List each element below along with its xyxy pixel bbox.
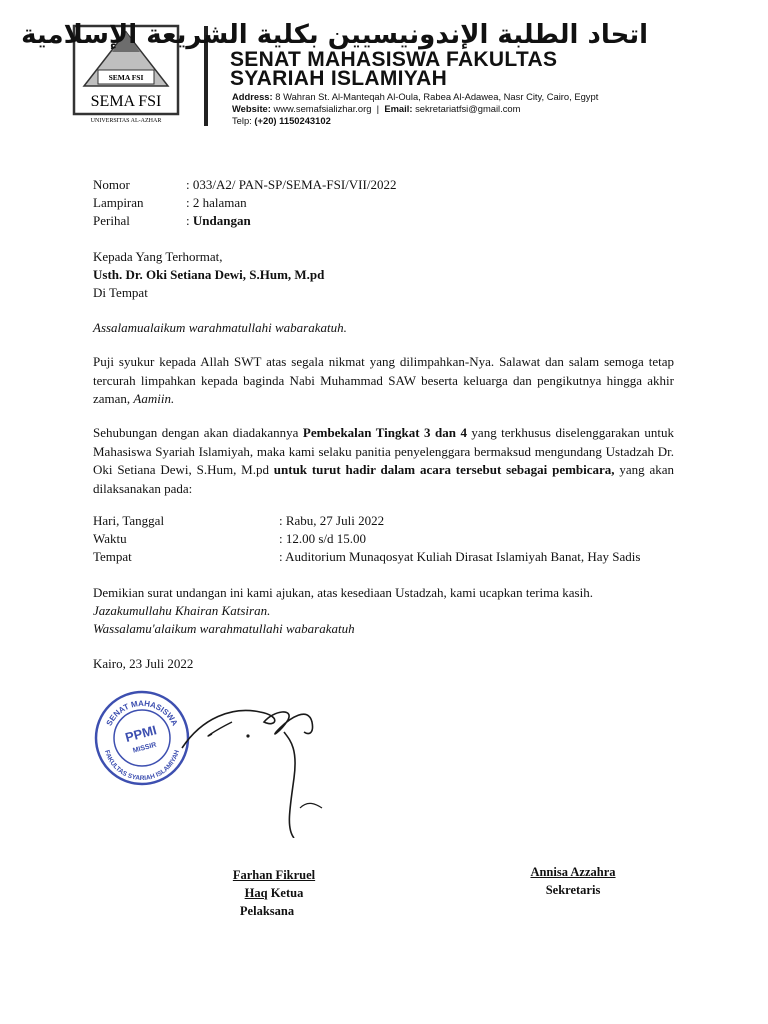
logo-text: SEMA FSI [90, 93, 162, 110]
address-value: 8 Wahran St. Al-Manteqah Al-Oula, Rabea Al-Adawea, Nasr City, Cairo, Egypt [272, 91, 599, 102]
paragraph-invitation-event: Pembekalan Tingkat 3 dan 4 [302, 425, 467, 440]
perihal-label: Perihal [93, 213, 130, 228]
phone-value: (+20) 1150243102 [254, 115, 331, 126]
closing-thanks: Jazakumullahu Khairan Katsiran. [93, 603, 271, 618]
paragraph-invitation-part3: yang akan dilaksanakan pada: [93, 462, 674, 496]
signatory-ketua [204, 866, 344, 920]
stamp-center-subtext: MISSIR [132, 741, 158, 755]
org-name-line1: SENAT MAHASISWA FAKULTAS [230, 48, 558, 71]
ketua-name: Farhan Fikruel [232, 868, 316, 882]
closing-line: Demikian surat undangan ini kami ajukan, atas kesediaan Ustadzah, kami ucapkan terima kasih. [93, 585, 593, 600]
nomor-value: : 033/A2/ PAN-SP/SEMA-FSI/VII/2022 [186, 177, 397, 192]
detail-label-place: Tempat [93, 549, 132, 564]
recipient-salutation: Kepada Yang Terhormat, [93, 249, 223, 264]
place-date: Kairo, 23 Juli 2022 [93, 656, 194, 671]
logo-subtext: UNIVERSITAS AL-AZHAR [90, 118, 162, 124]
contact-separator: | [371, 103, 385, 114]
detail-value-time: : 12.00 s/d 15.00 [279, 531, 367, 546]
detail-value-place: : Auditorium Munaqosyat Kuliah Dirasat Islamiyah Banat, Hay Sadis [279, 549, 641, 564]
perihal-value [186, 213, 251, 229]
email-label: Email: [384, 103, 413, 114]
paragraph-invitation-request: untuk turut hadir dalam acara tersebut sebagai pembicara, [273, 462, 615, 477]
opening-greeting: Assalamualaikum warahmatullahi wabarakatuh. [93, 320, 347, 335]
paragraph-invitation-part1: Sehubungan dengan akan diadakannya [93, 425, 303, 440]
detail-label-time: Waktu [93, 531, 127, 546]
website-label: Website: [232, 103, 271, 114]
signatory-sekretaris [510, 863, 636, 899]
contact-line [232, 103, 520, 114]
paragraph-invitation [93, 424, 674, 498]
sekretaris-role: Sekretaris [545, 883, 601, 897]
phone-line [232, 115, 331, 126]
sekretaris-name: Annisa Azzahra [530, 865, 616, 879]
paragraph-invitation-part2: yang terkhusus diselenggarakan untuk Mahasiswa Syariah Islamiyah, maka kami selaku panitia penyelenggara bermaksud mengundang Ustadzah Dr. Oki Setiana Dewi, S.Hum, M.pd [93, 425, 674, 477]
phone-label: Telp: [232, 115, 255, 126]
org-name-line2: SYARIAH ISLAMIYAH [230, 67, 448, 90]
address-label: Address: [232, 91, 273, 102]
address-line [232, 91, 598, 102]
paragraph-opening [93, 353, 674, 409]
nomor-label: Nomor [93, 177, 130, 192]
stamp-bottom-text: FAKULTAS SYARIAH ISLAMIYAH [103, 749, 181, 783]
email-value[interactable]: sekretariatfsi@gmail.com [412, 103, 521, 114]
closing-greeting: Wassalamu'alaikum warahmatullahi wabarakatuh [93, 621, 355, 636]
perihal-colon: : [186, 213, 193, 228]
ketua-role: Pelaksana [239, 904, 295, 918]
arabic-org-title: اتحاد الطلبة الإندونيسيين بكلية الشريعة الإسلامية [21, 20, 648, 50]
ketua-name-cont: Haq [244, 886, 268, 900]
letterhead [0, 0, 768, 130]
handwritten-signature [172, 688, 412, 838]
website-value[interactable]: www.semafsializhar.org [270, 103, 372, 114]
detail-value-date: : Rabu, 27 Juli 2022 [279, 513, 385, 528]
paragraph-opening-text: Puji syukur kepada Allah SWT atas segala nikmat yang dilimpahkan-Nya. Salawat dan salam semoga tetap tercurah limpahkan kepada baginda Nabi Muhammad SAW beserta keluarga dan pengikutnya hingga akhir zaman, [93, 354, 674, 406]
paragraph-opening-italic: Aamiin. [133, 391, 175, 406]
lampiran-value: : 2 halaman [186, 195, 247, 210]
recipient-location: Di Tempat [93, 285, 148, 300]
stamp-center-text: PPMI [123, 722, 159, 746]
detail-label-date: Hari, Tanggal [93, 513, 165, 528]
logo-banner-text: SEMA FSI [108, 73, 144, 82]
lampiran-label: Lampiran [93, 195, 144, 210]
stamp-top-text: SENAT MAHASISWA [104, 698, 180, 728]
perihal-subject: Undangan [192, 213, 251, 228]
ketua-role-inline: Ketua [267, 886, 304, 900]
recipient-name: Usth. Dr. Oki Setiana Dewi, S.Hum, M.pd [93, 267, 325, 282]
